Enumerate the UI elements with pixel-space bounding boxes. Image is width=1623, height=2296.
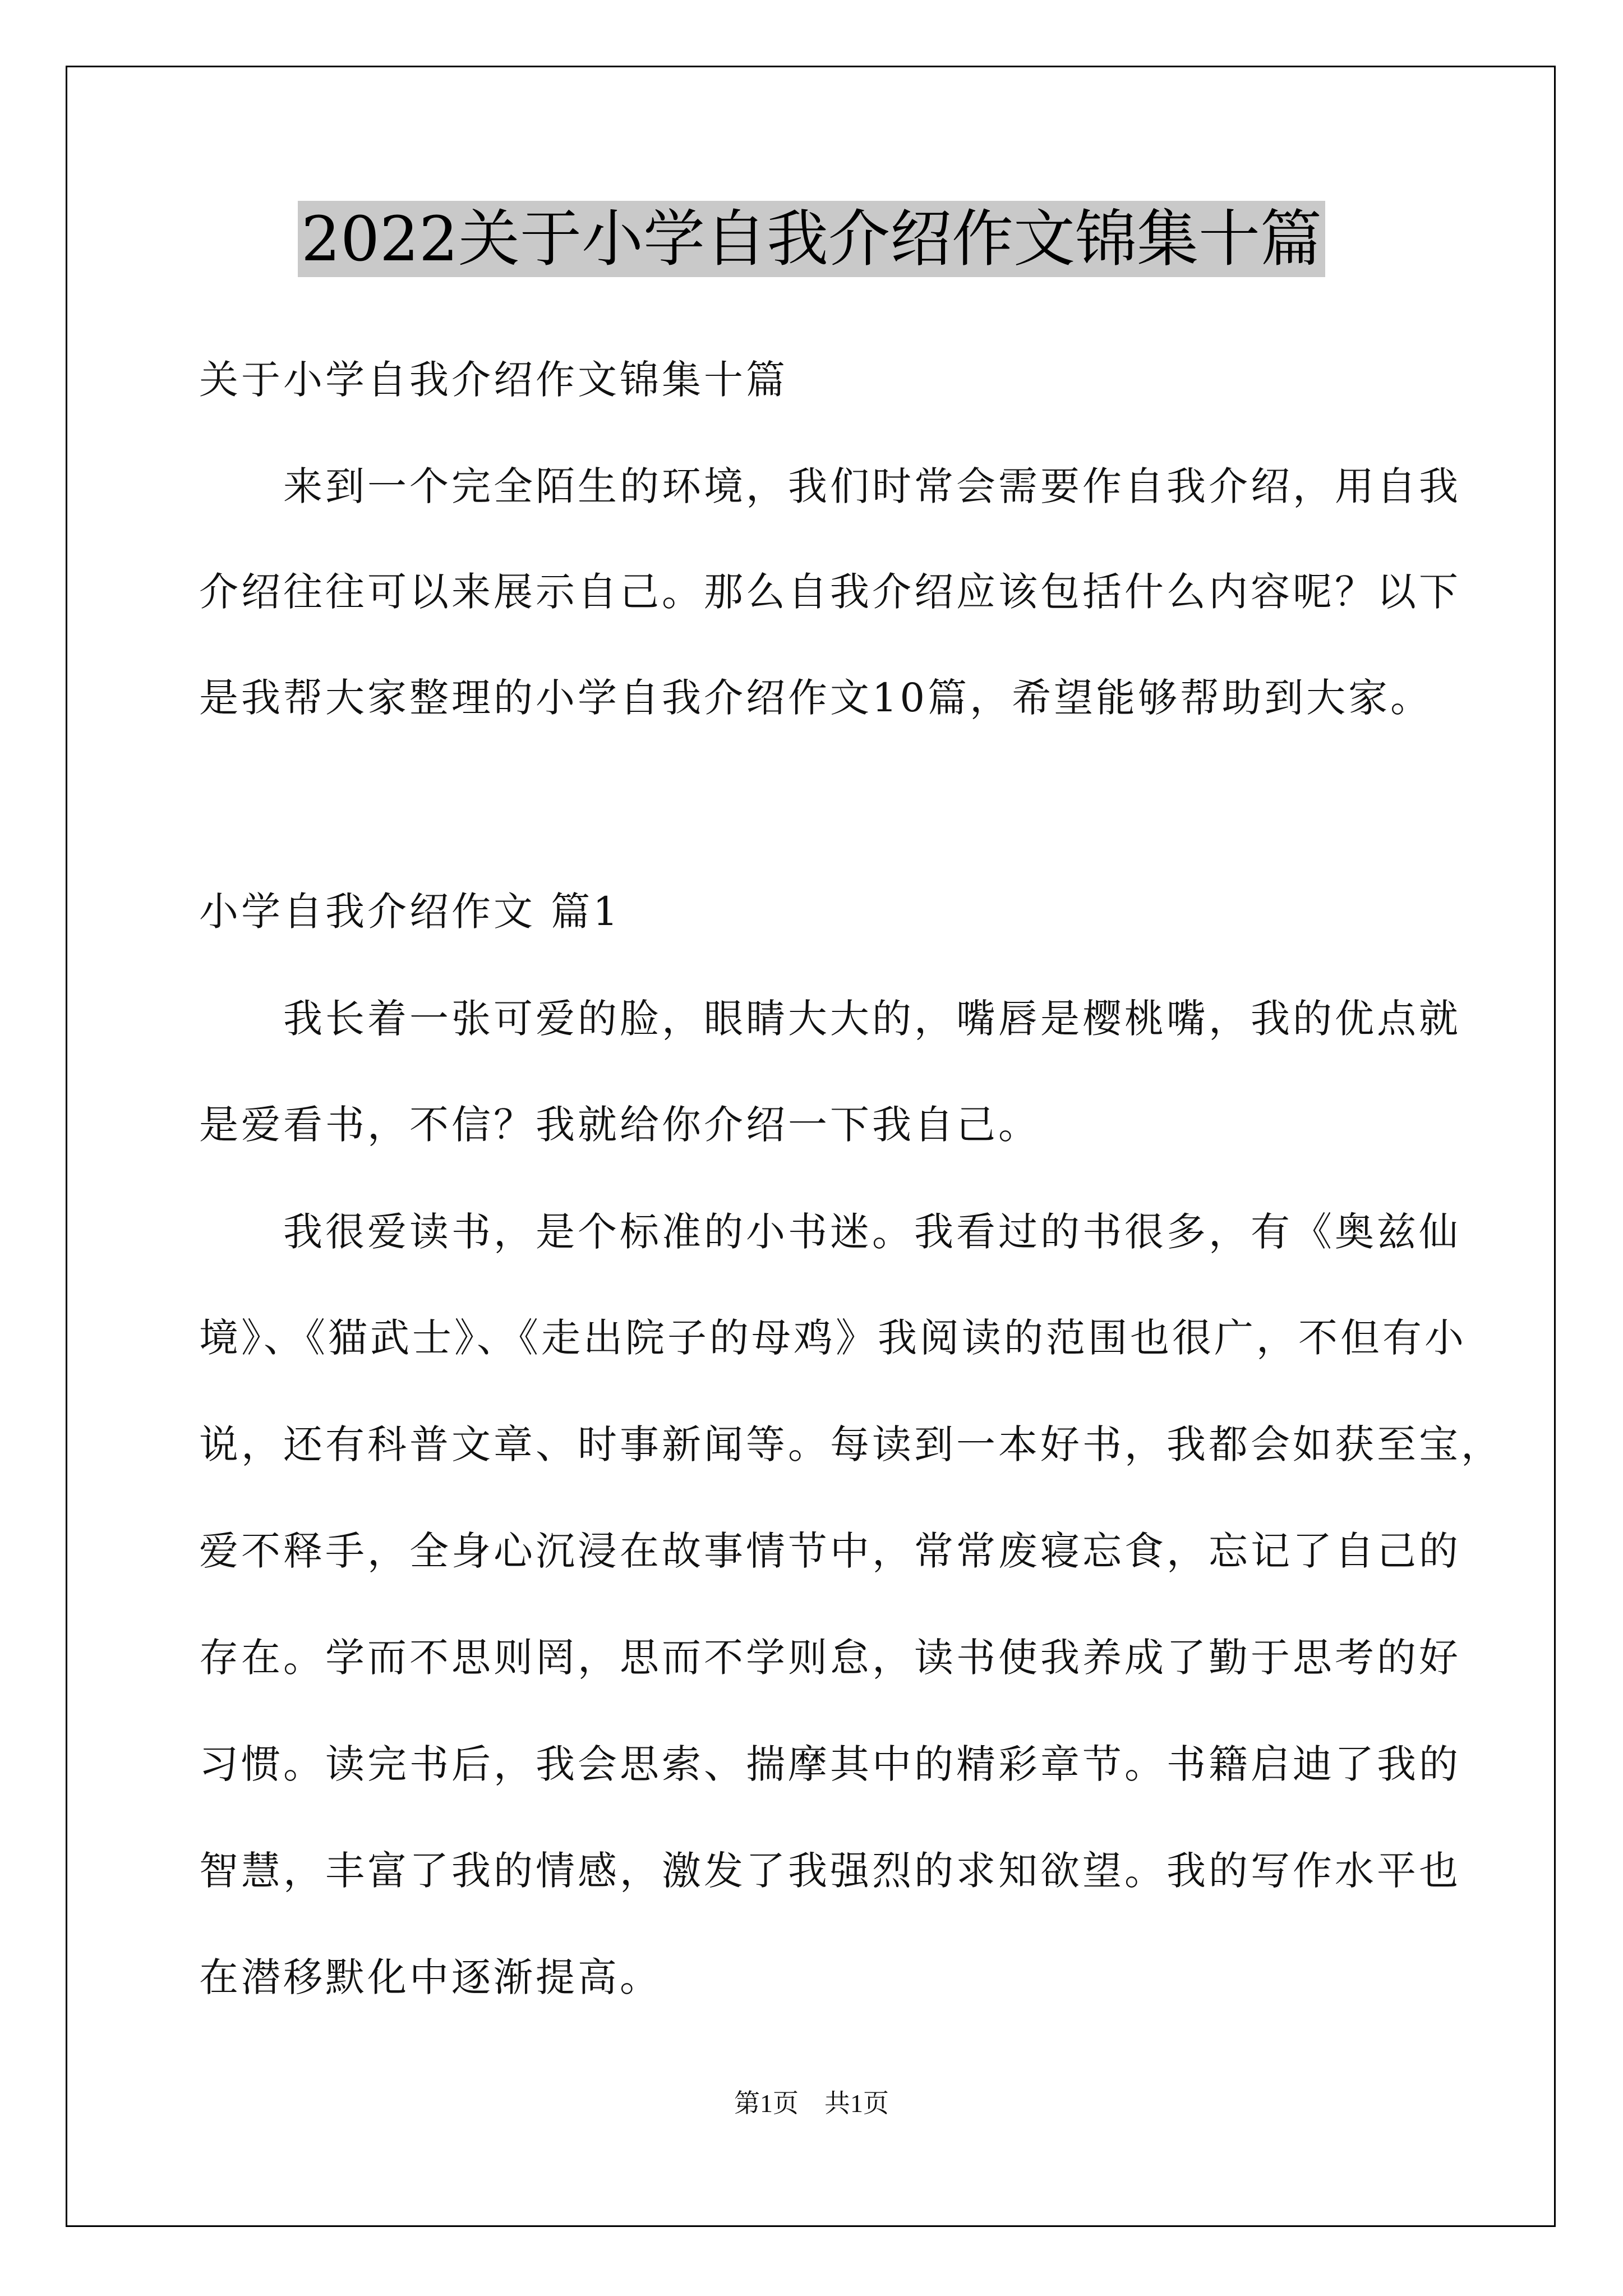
para2-line: 智慧，丰富了我的情感，激发了我强烈的求知欲望。我的写作水平也 [199, 1848, 1461, 1894]
intro-line: 是我帮大家整理的小学自我介绍作文10篇，希望能够帮助到大家。 [199, 675, 1433, 721]
page-footer: 第1页 共1页 [734, 2089, 889, 2118]
para2-line: 我很爱读书，是个标准的小书迷。我看过的书很多，有《奥兹仙 [199, 1209, 1461, 1255]
document-subtitle: 关于小学自我介绍作文锦集十篇 [199, 357, 788, 403]
para2-line: 说，还有科普文章、时事新闻等。每读到一本好书，我都会如获至宝， [199, 1421, 1503, 1467]
document-title: 2022关于小学自我介绍作文锦集十篇 [298, 201, 1325, 277]
section-heading: 小学自我介绍作文 篇1 [199, 889, 621, 935]
para2-line: 存在。学而不思则罔，思而不学则怠，读书使我养成了勤于思考的好 [199, 1635, 1461, 1681]
para2-line: 爱不释手，全身心沉浸在故事情节中，常常废寝忘食，忘记了自己的 [199, 1528, 1461, 1574]
title-container [0, 201, 1623, 277]
intro-line: 介绍往往可以来展示自己。那么自我介绍应该包括什么内容呢？以下 [199, 569, 1461, 615]
para2-line: 习惯。读完书后，我会思索、揣摩其中的精彩章节。书籍启迪了我的 [199, 1741, 1461, 1787]
para1-line: 是爱看书，不信？我就给你介绍一下我自己。 [199, 1102, 1040, 1148]
para2-line: 境》、《猫武士》、《走出院子的母鸡》我阅读的范围也很广，不但有小 [199, 1315, 1467, 1361]
para2-line: 在潜移默化中逐渐提高。 [199, 1954, 662, 2000]
para1-line: 我长着一张可爱的脸，眼睛大大的，嘴唇是樱桃嘴，我的优点就 [199, 996, 1461, 1042]
intro-line: 来到一个完全陌生的环境，我们时常会需要作自我介绍，用自我 [199, 463, 1461, 509]
